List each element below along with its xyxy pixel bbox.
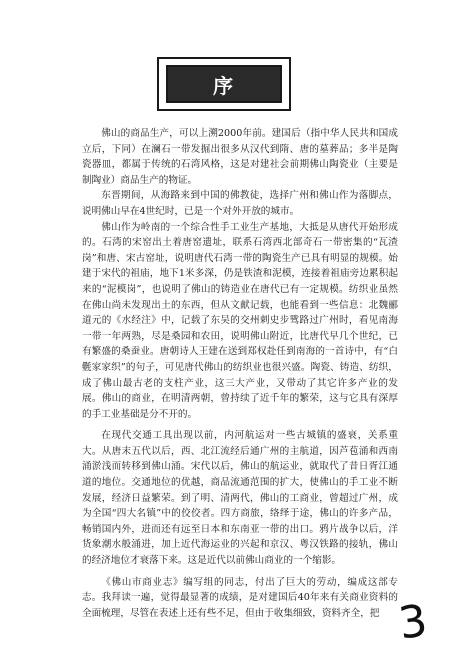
- paragraph: 东晋期间，从海路来到中国的佛教徒，选择广州和佛山作为落脚点，说明佛山早在4世纪时，已是一个对外开放的城市。: [82, 190, 398, 217]
- title-plate: [166, 65, 282, 103]
- body-text: [82, 126, 398, 621]
- paragraph: 佛山的商品生产，可以上溯2000年前。建国后（指中华人民共和国成立后，下同）在澜石一带发掘出很多从汉代到隋、唐的墓葬品；多半是陶瓷器皿，都属于传统的石湾风格，这是对建社会前期佛山陶瓷业（主要是制陶业）商品生产的物证。: [82, 128, 398, 186]
- handwritten-page-number: 3: [395, 595, 431, 650]
- paragraph: 《佛山市商业志》编写组的同志，付出了巨大的劳动，编成这部专志。我拜读一遍，觉得最显著的成绩，是对建国后40年来有关商业资料的全面梳理，尽管在表述上还有些不足，但由于收集细致，资料齐全，把: [82, 576, 398, 619]
- paragraph: 佛山作为岭南的一个综合性手工业生产基地，大抵是从唐代开始形成的。石湾的宋窑出土着唐窑遗址，联系石湾西北部奇石一带密集的“瓦渣岗”和唐、宋古窑址，说明唐代石湾一带的陶瓷生产已具有明显的规模。始建于宋代的祖庙，地下1米多深，仍是铁渣和泥模，连接着祖庙旁边累积起来的“泥模岗”，也说明了佛山的铸造业在唐代已有一定规模。纺织业虽然在佛山尚未发现出土的东西，但从文献记载，也能看到一些信息：北魏郦道元的《水经注》中，记载了东吴的交州刺史步骘路过广州时，看见南海一带一年两熟，尽是桑园和农田，说明佛山附近，比唐代早几个世纪，已有繁盛的桑蚕业。唐朝诗人王建在送到郑权赴任到南海的一首诗中，有“白氎家家织”的句子，可见唐代佛山的纺织业也很兴盛。陶瓷、铸造、纺织，成了佛山最古老的支柱产业，这三大产业，又带动了其它许多产业的发展。佛山的商业，在明清两朝，曾持续了近千年的繁荣，这与它具有深厚的手工业基础是分不开的。: [82, 221, 398, 420]
- paragraph: 在现代交通工具出现以前，内河航运对一些古城镇的盛衰，关系重大。从唐末五代以后，西、北江流经后通广州的主航道，因芦苞涌和西南涌淤浅而转移到佛山涌。宋代以后，佛山的航运业，就取代了昔日胥江通道的地位。交通地位的优越，商品流通范围的扩大，使佛山的手工业不断发展，经济日益繁荣。到了明、清两代，佛山的工商业，曾超过广州，成为全国“四大名镇”中的佼佼者。四方商旅，络绎于途，佛山的许多产品，畅销国内外，进而还有远至日本和东南亚一带的出口。鸦片战争以后，洋货象潮水般涌进，加上近代海运业的兴起和京汉、粤汉铁路的接轨，佛山的经济地位才衰落下来。这是近代以前佛山商业的一个缩影。: [82, 430, 398, 567]
- title-frame: [157, 57, 291, 111]
- page-title: 序: [207, 70, 241, 99]
